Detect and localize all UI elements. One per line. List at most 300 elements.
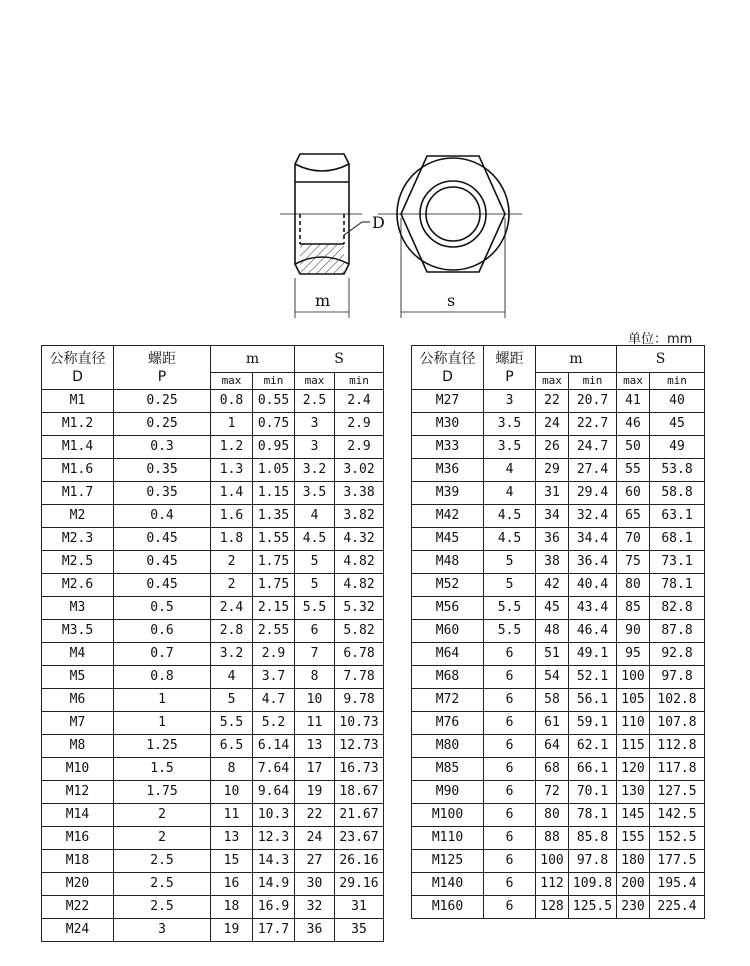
- cell-m-max: 1.3: [211, 459, 253, 482]
- cell-pitch: 0.45: [114, 574, 211, 597]
- cell-m-min: 32.4: [569, 505, 617, 528]
- cell-size: M33: [412, 436, 484, 459]
- cell-m-max: 80: [536, 804, 569, 827]
- table-row: [412, 666, 705, 689]
- cell-s-min: 4.82: [335, 551, 384, 574]
- cell-s-min: 92.8: [650, 643, 705, 666]
- table-row: [412, 827, 705, 850]
- cell-m-min: 43.4: [569, 597, 617, 620]
- cell-s-min: 23.67: [335, 827, 384, 850]
- cell-m-min: 59.1: [569, 712, 617, 735]
- cell-m-min: 20.7: [569, 390, 617, 413]
- cell-m-max: 31: [536, 482, 569, 505]
- cell-pitch: 4: [484, 459, 536, 482]
- table-row: [42, 436, 384, 459]
- cell-size: M10: [42, 758, 114, 781]
- cell-size: M3.5: [42, 620, 114, 643]
- table-row: [412, 620, 705, 643]
- cell-s-min: 117.8: [650, 758, 705, 781]
- cell-s-max: 6: [295, 620, 335, 643]
- cell-s-min: 142.5: [650, 804, 705, 827]
- cell-pitch: 5.5: [484, 597, 536, 620]
- cell-m-min: 3.7: [253, 666, 295, 689]
- label-m: m: [315, 291, 331, 310]
- cell-m-min: 0.95: [253, 436, 295, 459]
- cell-m-max: 42: [536, 574, 569, 597]
- table-row: [42, 735, 384, 758]
- cell-s-min: 4.82: [335, 574, 384, 597]
- cell-s-max: 30: [295, 873, 335, 896]
- cell-s-max: 4.5: [295, 528, 335, 551]
- table-row: [412, 390, 705, 413]
- cell-m-min: 1.55: [253, 528, 295, 551]
- cell-s-max: 115: [617, 735, 650, 758]
- cell-s-max: 11: [295, 712, 335, 735]
- table-row: [412, 505, 705, 528]
- cell-m-max: 51: [536, 643, 569, 666]
- cell-size: M125: [412, 850, 484, 873]
- cell-m-min: 4.7: [253, 689, 295, 712]
- cell-m-min: 52.1: [569, 666, 617, 689]
- cell-m-max: 2: [211, 551, 253, 574]
- table-row: [412, 873, 705, 896]
- cell-s-max: 5.5: [295, 597, 335, 620]
- cell-pitch: 3.5: [484, 436, 536, 459]
- cell-pitch: 0.35: [114, 482, 211, 505]
- cell-s-max: 32: [295, 896, 335, 919]
- cell-size: M2: [42, 505, 114, 528]
- cell-m-min: 125.5: [569, 896, 617, 919]
- hex-nut-drawing: [0, 140, 750, 330]
- cell-s-max: 5: [295, 574, 335, 597]
- cell-s-max: 120: [617, 758, 650, 781]
- table-row: [42, 390, 384, 413]
- cell-m-min: 36.4: [569, 551, 617, 574]
- cell-s-min: 35: [335, 919, 384, 942]
- cell-m-min: 62.1: [569, 735, 617, 758]
- cell-m-max: 10: [211, 781, 253, 804]
- cell-pitch: 1.75: [114, 781, 211, 804]
- cell-m-max: 8: [211, 758, 253, 781]
- label-d: D: [372, 213, 385, 232]
- cell-s-max: 130: [617, 781, 650, 804]
- cell-size: M39: [412, 482, 484, 505]
- cell-m-max: 26: [536, 436, 569, 459]
- cell-m-max: 128: [536, 896, 569, 919]
- header-pitch: 螺距 P: [114, 346, 211, 390]
- cell-pitch: 0.25: [114, 413, 211, 436]
- cell-m-max: 2: [211, 574, 253, 597]
- cell-m-max: 5: [211, 689, 253, 712]
- cell-pitch: 5: [484, 551, 536, 574]
- cell-m-min: 7.64: [253, 758, 295, 781]
- cell-s-max: 145: [617, 804, 650, 827]
- cell-s-max: 36: [295, 919, 335, 942]
- cell-m-min: 17.7: [253, 919, 295, 942]
- cell-s-max: 46: [617, 413, 650, 436]
- cell-s-max: 5: [295, 551, 335, 574]
- cell-pitch: 0.6: [114, 620, 211, 643]
- cell-size: M85: [412, 758, 484, 781]
- table-row: [42, 712, 384, 735]
- table-row: [42, 666, 384, 689]
- table-row: [42, 459, 384, 482]
- cell-s-min: 40: [650, 390, 705, 413]
- cell-s-max: 22: [295, 804, 335, 827]
- cell-pitch: 6: [484, 712, 536, 735]
- cell-size: M76: [412, 712, 484, 735]
- cell-s-min: 21.67: [335, 804, 384, 827]
- cell-s-min: 49: [650, 436, 705, 459]
- table-row: [412, 413, 705, 436]
- table-row: [42, 574, 384, 597]
- cell-m-max: 64: [536, 735, 569, 758]
- cell-s-min: 26.16: [335, 850, 384, 873]
- cell-size: M20: [42, 873, 114, 896]
- cell-size: M72: [412, 689, 484, 712]
- cell-pitch: 0.8: [114, 666, 211, 689]
- cell-m-max: 4: [211, 666, 253, 689]
- cell-s-min: 16.73: [335, 758, 384, 781]
- table-row: [42, 620, 384, 643]
- cell-m-max: 3.2: [211, 643, 253, 666]
- cell-size: M42: [412, 505, 484, 528]
- cell-s-min: 2.9: [335, 436, 384, 459]
- cell-size: M6: [42, 689, 114, 712]
- table-row: [42, 689, 384, 712]
- table-row: [42, 482, 384, 505]
- cell-pitch: 6: [484, 689, 536, 712]
- cell-m-max: 61: [536, 712, 569, 735]
- table-row: [412, 781, 705, 804]
- cell-m-min: 24.7: [569, 436, 617, 459]
- cell-m-min: 2.9: [253, 643, 295, 666]
- table-row: [412, 482, 705, 505]
- cell-pitch: 4.5: [484, 528, 536, 551]
- cell-size: M1.2: [42, 413, 114, 436]
- cell-size: M52: [412, 574, 484, 597]
- cell-size: M1.7: [42, 482, 114, 505]
- cell-pitch: 1.25: [114, 735, 211, 758]
- cell-size: M4: [42, 643, 114, 666]
- cell-m-max: 2.4: [211, 597, 253, 620]
- cell-s-min: 3.02: [335, 459, 384, 482]
- cell-s-max: 85: [617, 597, 650, 620]
- cell-m-min: 109.8: [569, 873, 617, 896]
- cell-pitch: 0.3: [114, 436, 211, 459]
- cell-size: M8: [42, 735, 114, 758]
- cell-s-min: 45: [650, 413, 705, 436]
- table-row: [42, 643, 384, 666]
- cell-s-max: 2.5: [295, 390, 335, 413]
- cell-s-max: 27: [295, 850, 335, 873]
- cell-m-max: 1.2: [211, 436, 253, 459]
- cell-m-max: 2.8: [211, 620, 253, 643]
- cell-m-min: 29.4: [569, 482, 617, 505]
- cell-pitch: 6: [484, 781, 536, 804]
- cell-m-min: 0.75: [253, 413, 295, 436]
- cell-s-min: 97.8: [650, 666, 705, 689]
- header-nominal: 公称直径 D: [412, 346, 484, 390]
- cell-m-min: 78.1: [569, 804, 617, 827]
- cell-s-max: 10: [295, 689, 335, 712]
- cell-s-max: 4: [295, 505, 335, 528]
- cell-s-max: 7: [295, 643, 335, 666]
- cell-size: M56: [412, 597, 484, 620]
- cell-pitch: 6: [484, 896, 536, 919]
- table-row: [42, 528, 384, 551]
- cell-pitch: 3.5: [484, 413, 536, 436]
- spec-table-left: [41, 345, 384, 942]
- cell-s-min: 78.1: [650, 574, 705, 597]
- cell-m-min: 66.1: [569, 758, 617, 781]
- cell-size: M45: [412, 528, 484, 551]
- cell-pitch: 4: [484, 482, 536, 505]
- cell-m-min: 14.9: [253, 873, 295, 896]
- cell-s-min: 2.9: [335, 413, 384, 436]
- cell-pitch: 0.4: [114, 505, 211, 528]
- cell-pitch: 0.5: [114, 597, 211, 620]
- header-pitch: 螺距 P: [484, 346, 536, 390]
- cell-m-min: 9.64: [253, 781, 295, 804]
- cell-s-min: 6.78: [335, 643, 384, 666]
- cell-s-min: 152.5: [650, 827, 705, 850]
- cell-s-max: 13: [295, 735, 335, 758]
- cell-m-max: 1.6: [211, 505, 253, 528]
- unit-note: 单位：mm: [628, 332, 693, 347]
- cell-m-min: 56.1: [569, 689, 617, 712]
- cell-s-min: 3.82: [335, 505, 384, 528]
- cell-m-min: 97.8: [569, 850, 617, 873]
- cell-s-max: 3.5: [295, 482, 335, 505]
- cell-s-max: 65: [617, 505, 650, 528]
- cell-m-min: 1.15: [253, 482, 295, 505]
- cell-s-min: 31: [335, 896, 384, 919]
- cell-pitch: 6: [484, 804, 536, 827]
- cell-pitch: 2: [114, 827, 211, 850]
- cell-s-max: 3: [295, 436, 335, 459]
- cell-size: M14: [42, 804, 114, 827]
- cell-m-max: 54: [536, 666, 569, 689]
- cell-m-max: 6.5: [211, 735, 253, 758]
- cell-s-max: 80: [617, 574, 650, 597]
- header-s: S: [295, 346, 384, 373]
- cell-size: M1: [42, 390, 114, 413]
- cell-s-min: 18.67: [335, 781, 384, 804]
- table-row: [412, 712, 705, 735]
- cell-m-max: 16: [211, 873, 253, 896]
- cell-size: M2.3: [42, 528, 114, 551]
- table-row: [42, 597, 384, 620]
- table-row: [412, 735, 705, 758]
- cell-size: M3: [42, 597, 114, 620]
- cell-pitch: 3: [484, 390, 536, 413]
- cell-m-max: 1.8: [211, 528, 253, 551]
- table-row: [412, 597, 705, 620]
- cell-m-max: 48: [536, 620, 569, 643]
- cell-size: M7: [42, 712, 114, 735]
- cell-m-max: 22: [536, 390, 569, 413]
- cell-s-max: 41: [617, 390, 650, 413]
- cell-s-max: 24: [295, 827, 335, 850]
- header-m-max: max: [211, 373, 253, 390]
- cell-pitch: 2.5: [114, 873, 211, 896]
- table-row: [412, 758, 705, 781]
- cell-pitch: 6: [484, 758, 536, 781]
- cell-s-max: 155: [617, 827, 650, 850]
- cell-s-max: 3.2: [295, 459, 335, 482]
- table-row: [42, 781, 384, 804]
- cell-s-min: 82.8: [650, 597, 705, 620]
- cell-size: M110: [412, 827, 484, 850]
- cell-m-min: 34.4: [569, 528, 617, 551]
- cell-s-max: 3: [295, 413, 335, 436]
- table-row: [412, 528, 705, 551]
- cell-s-max: 90: [617, 620, 650, 643]
- header-s-min: min: [650, 373, 705, 390]
- cell-s-max: 95: [617, 643, 650, 666]
- cell-m-min: 14.3: [253, 850, 295, 873]
- table-row: [42, 551, 384, 574]
- cell-s-min: 29.16: [335, 873, 384, 896]
- cell-s-max: 50: [617, 436, 650, 459]
- cell-m-max: 34: [536, 505, 569, 528]
- cell-pitch: 4.5: [484, 505, 536, 528]
- cell-s-max: 17: [295, 758, 335, 781]
- cell-s-min: 2.4: [335, 390, 384, 413]
- cell-pitch: 2.5: [114, 850, 211, 873]
- header-nominal: 公称直径 D: [42, 346, 114, 390]
- cell-m-min: 40.4: [569, 574, 617, 597]
- cell-m-max: 38: [536, 551, 569, 574]
- cell-m-min: 1.75: [253, 551, 295, 574]
- cell-pitch: 0.35: [114, 459, 211, 482]
- cell-pitch: 0.45: [114, 551, 211, 574]
- header-m-min: min: [569, 373, 617, 390]
- cell-pitch: 0.45: [114, 528, 211, 551]
- cell-size: M1.4: [42, 436, 114, 459]
- cell-m-min: 46.4: [569, 620, 617, 643]
- cell-size: M90: [412, 781, 484, 804]
- cell-s-min: 3.38: [335, 482, 384, 505]
- cell-s-max: 8: [295, 666, 335, 689]
- cell-s-max: 105: [617, 689, 650, 712]
- cell-size: M2.5: [42, 551, 114, 574]
- cell-s-min: 107.8: [650, 712, 705, 735]
- cell-s-min: 12.73: [335, 735, 384, 758]
- cell-m-max: 88: [536, 827, 569, 850]
- table-row: [412, 689, 705, 712]
- cell-size: M160: [412, 896, 484, 919]
- cell-m-min: 1.75: [253, 574, 295, 597]
- cell-m-min: 1.05: [253, 459, 295, 482]
- table-row: [412, 459, 705, 482]
- table-row: [412, 804, 705, 827]
- cell-s-min: 73.1: [650, 551, 705, 574]
- cell-m-min: 0.55: [253, 390, 295, 413]
- cell-size: M68: [412, 666, 484, 689]
- cell-m-min: 12.3: [253, 827, 295, 850]
- table-row: [412, 896, 705, 919]
- cell-m-min: 1.35: [253, 505, 295, 528]
- cell-s-min: 195.4: [650, 873, 705, 896]
- cell-size: M1.6: [42, 459, 114, 482]
- header-s-min: min: [335, 373, 384, 390]
- table-row: [412, 643, 705, 666]
- cell-size: M2.6: [42, 574, 114, 597]
- cell-m-max: 1.4: [211, 482, 253, 505]
- cell-size: M64: [412, 643, 484, 666]
- cell-m-min: 27.4: [569, 459, 617, 482]
- cell-m-max: 0.8: [211, 390, 253, 413]
- cell-pitch: 1.5: [114, 758, 211, 781]
- cell-size: M12: [42, 781, 114, 804]
- table-row: [42, 919, 384, 942]
- cell-m-max: 58: [536, 689, 569, 712]
- table-row: [42, 873, 384, 896]
- cell-s-min: 9.78: [335, 689, 384, 712]
- cell-s-min: 53.8: [650, 459, 705, 482]
- cell-pitch: 6: [484, 735, 536, 758]
- table-row: [412, 551, 705, 574]
- cell-s-min: 4.32: [335, 528, 384, 551]
- cell-size: M80: [412, 735, 484, 758]
- cell-size: M27: [412, 390, 484, 413]
- cell-m-max: 45: [536, 597, 569, 620]
- cell-s-min: 63.1: [650, 505, 705, 528]
- cell-s-min: 87.8: [650, 620, 705, 643]
- cell-m-max: 72: [536, 781, 569, 804]
- cell-m-max: 24: [536, 413, 569, 436]
- cell-m-min: 2.55: [253, 620, 295, 643]
- cell-s-max: 110: [617, 712, 650, 735]
- table-row: [42, 896, 384, 919]
- cell-size: M18: [42, 850, 114, 873]
- cell-size: M140: [412, 873, 484, 896]
- header-m-max: max: [536, 373, 569, 390]
- cell-s-min: 225.4: [650, 896, 705, 919]
- cell-s-min: 10.73: [335, 712, 384, 735]
- table-row: [412, 850, 705, 873]
- header-s-max: max: [295, 373, 335, 390]
- cell-m-max: 68: [536, 758, 569, 781]
- cell-pitch: 3: [114, 919, 211, 942]
- cell-m-min: 16.9: [253, 896, 295, 919]
- cell-s-min: 58.8: [650, 482, 705, 505]
- cell-size: M16: [42, 827, 114, 850]
- cell-pitch: 6: [484, 850, 536, 873]
- table-row: [42, 413, 384, 436]
- cell-pitch: 6: [484, 873, 536, 896]
- cell-m-min: 22.7: [569, 413, 617, 436]
- cell-size: M100: [412, 804, 484, 827]
- header-m-min: min: [253, 373, 295, 390]
- cell-size: M30: [412, 413, 484, 436]
- cell-m-max: 15: [211, 850, 253, 873]
- cell-m-min: 70.1: [569, 781, 617, 804]
- cell-s-min: 68.1: [650, 528, 705, 551]
- cell-s-min: 102.8: [650, 689, 705, 712]
- cell-m-min: 85.8: [569, 827, 617, 850]
- cell-s-max: 200: [617, 873, 650, 896]
- cell-pitch: 5.5: [484, 620, 536, 643]
- cell-m-min: 2.15: [253, 597, 295, 620]
- table-row: [42, 758, 384, 781]
- header-s-max: max: [617, 373, 650, 390]
- cell-m-min: 5.2: [253, 712, 295, 735]
- cell-size: M36: [412, 459, 484, 482]
- table-row: [42, 804, 384, 827]
